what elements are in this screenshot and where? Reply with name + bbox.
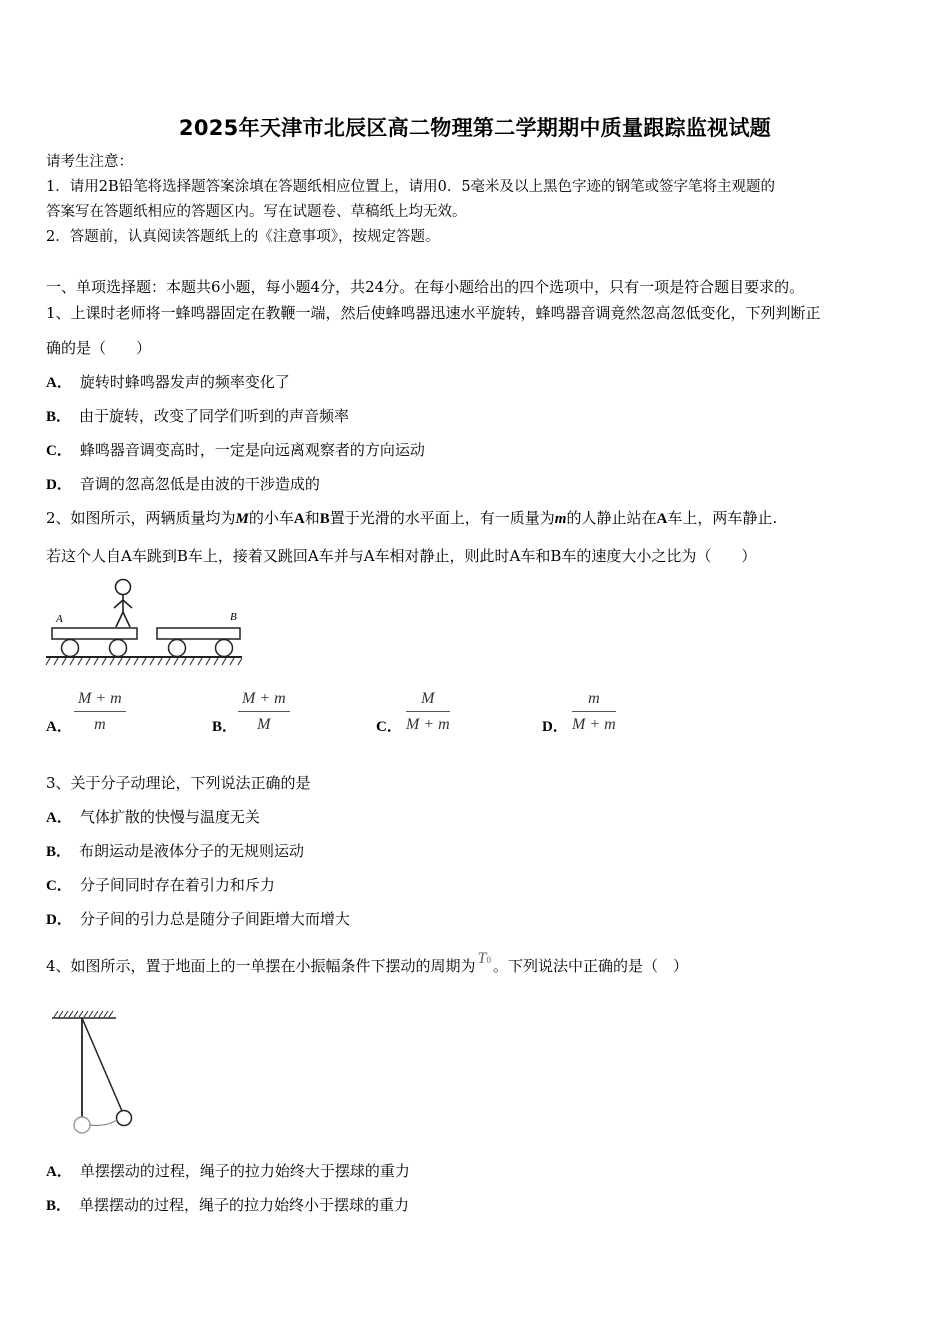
q2-option-d-label: D． [542,719,568,735]
cart-b-wheel-right [216,640,233,657]
cart-b-label: B [230,611,237,623]
q1-stem-b: 确的是（ ） [46,339,152,357]
q2-option-a-label: A． [46,719,72,735]
q2-option-b-fraction: $\frac{M + m}{M}$ [238,690,290,734]
q3-option-c: C． 分子间同时存在着引力和斥力 [46,876,275,894]
cart-a-wheel-left [62,640,79,657]
q1-option-c: C． 蜂鸣器音调变高时，一定是向远离观察者的方向运动 [46,441,425,459]
q2-option-c-fraction: $\frac{M}{M + m}$ [406,690,450,733]
person-figure [114,580,132,628]
pendulum-bob-swung [117,1111,132,1126]
cart-a-label: A [56,613,63,625]
cart-a-body [52,628,137,639]
q3-option-b: B． 布朗运动是液体分子的无规则运动 [46,842,305,860]
q2-option-b-label: B． [212,719,238,735]
cart-a-wheel-right [110,640,127,657]
notice-heading: 请考生注意： [46,154,133,170]
q2-stem-a: 2、如图所示，两辆质量均为M的小车A和B置于光滑的水平面上，有一质量为m的人静止站在A车上，两车静止. [46,509,778,527]
carts-figure [44,575,249,667]
pendulum-bob-rest [74,1117,90,1133]
q2-option-a-fraction: $\frac{M + m}{m}$ [74,690,126,734]
notice-line-1b: 答案写在答题纸相应的答题区内。写在试题卷、草稿纸上均无效。 [46,204,467,220]
q2-option-c-label: C． [376,719,402,735]
q2-stem-b: 若这个人自A车跳到B车上，接着又跳回A车并与A车相对静止，则此时A车和B车的速度大小之比为（ ） [46,547,757,565]
q1-stem-a: 1、上课时老师将一蜂鸣器固定在教鞭一端，然后使蜂鸣器迅速水平旋转，蜂鸣器音调竟然忽高忽低变化，下列判断正 [46,304,821,322]
cart-b-wheel-left [169,640,186,657]
section-heading: 一、单项选择题：本题共6小题，每小题4分，共24分。在每小题给出的四个选项中，只有一项是符合题目要求的。 [46,278,805,296]
q1-option-a: A． 旋转时蜂鸣器发声的频率变化了 [46,373,290,391]
q1-option-b: B． 由于旋转，改变了同学们听到的声音频率 [46,407,350,425]
q3-option-a: A． 气体扩散的快慢与温度无关 [46,808,260,826]
notice-line-2: 2．答题前，认真阅读答题纸上的《注意事项》，按规定答题。 [46,229,440,245]
cart-b-body [157,628,240,639]
q4-option-b: B． 单摆摆动的过程，绳子的拉力始终小于摆球的重力 [46,1196,410,1214]
q1-option-d: D． 音调的忽高忽低是由波的干涉造成的 [46,475,320,493]
q3-stem: 3、关于分子动理论，下列说法正确的是 [46,774,311,792]
pendulum-string-swung [82,1018,122,1111]
q2-option-d-fraction: $\frac{m}{M + m}$ [572,690,616,733]
q4-option-a: A． 单摆摆动的过程，绳子的拉力始终大于摆球的重力 [46,1162,410,1180]
period-symbol: T0 [477,950,491,967]
notice-line-1: 1．请用2B铅笔将选择题答案涂填在答题纸相应位置上，请用0．5毫米及以上黑色字迹的钢笔或签字笔将主观题的 [46,179,776,195]
page-title: 2025年天津市北辰区高二物理第二学期期中质量跟踪监视试题 [178,116,772,140]
q3-option-d: D． 分子间的引力总是随分子间距增大而增大 [46,910,350,928]
pendulum-figure [48,1005,143,1140]
q4-stem: 4、如图所示，置于地面上的一单摆在小振幅条件下摆动的周期为 T0 。下列说法中正确的是（ ） [46,950,688,975]
